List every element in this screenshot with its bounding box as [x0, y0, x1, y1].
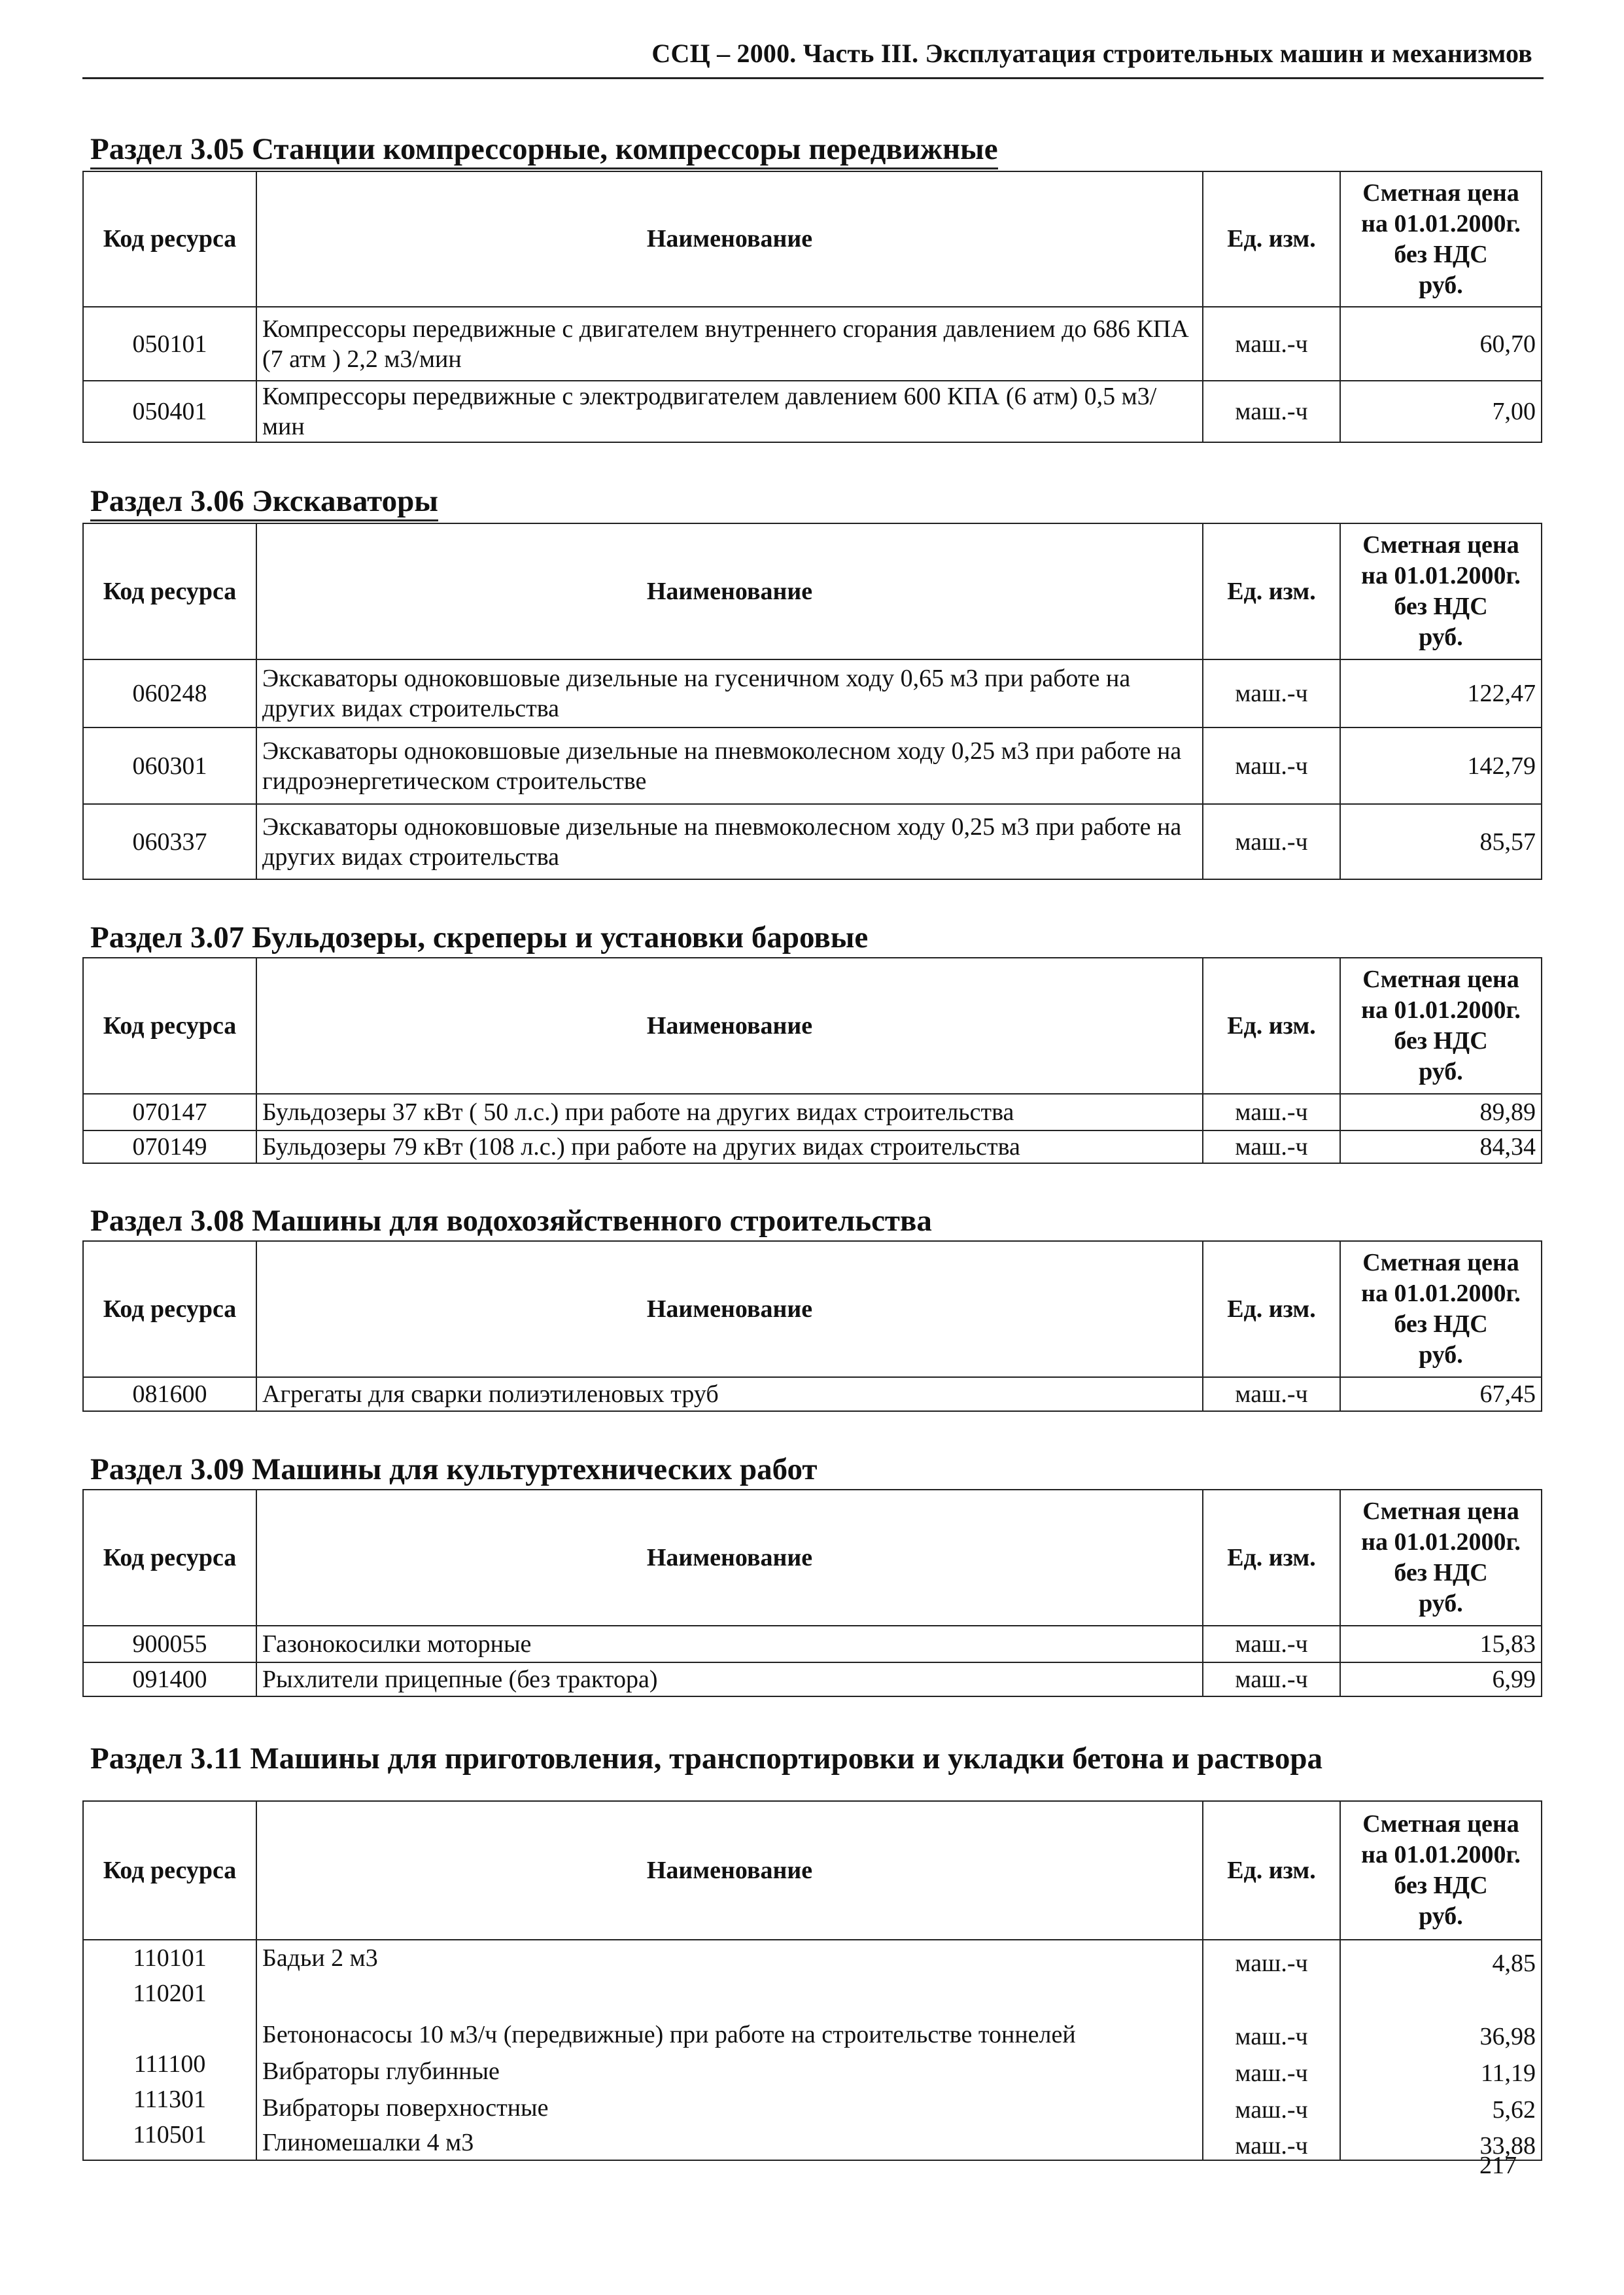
resource-price: 142,79	[1340, 727, 1542, 804]
section-title: Раздел 3.05 Станции компрессорные, компрессоры передвижные	[90, 131, 998, 169]
resource-table	[82, 1800, 1542, 2161]
resource-name: Компрессоры передвижные с двигателем внутреннего сгорания давлением до 686 КПА (7 атм ) 2,2 м3/мин	[256, 307, 1203, 381]
col-header-name: Наименование	[256, 958, 1203, 1094]
section-3-11	[82, 1740, 1541, 2161]
resource-name: Рыхлители прицепные (без трактора)	[256, 1662, 1203, 1696]
header-rule	[82, 77, 1544, 79]
resource-name: Вибраторы поверхностные	[262, 2094, 549, 2122]
col-header-unit: Ед. изм.	[1203, 1490, 1340, 1626]
table-header-row	[83, 1490, 1542, 1626]
resource-name: Бульдозеры 37 кВт ( 50 л.с.) при работе на других видах строительства	[256, 1094, 1203, 1130]
section-3-07	[82, 919, 1541, 1164]
col-header-price: Сметная цена на 01.01.2000г. без НДС руб.	[1340, 958, 1542, 1094]
resource-name-column	[256, 1940, 1203, 2160]
resource-price: 6,99	[1340, 1662, 1542, 1696]
col-header-price: Сметная цена на 01.01.2000г. без НДС руб.	[1340, 1801, 1542, 1940]
resource-unit: маш.-ч	[1235, 2132, 1308, 2160]
table-header-row	[83, 1241, 1542, 1377]
col-header-code: Код ресурса	[83, 1801, 256, 1940]
page-number: 217	[1479, 2152, 1517, 2179]
table-row	[83, 307, 1542, 381]
resource-code: 110101	[133, 1944, 207, 1972]
col-header-unit: Ед. изм.	[1203, 171, 1340, 307]
col-header-unit: Ед. изм.	[1203, 523, 1340, 659]
resource-unit: маш.-ч	[1203, 307, 1340, 381]
resource-price: 60,70	[1340, 307, 1542, 381]
resource-unit: маш.-ч	[1203, 1130, 1340, 1163]
col-header-unit: Ед. изм.	[1203, 1801, 1340, 1940]
section-3-09	[82, 1451, 1541, 1697]
table-row	[83, 1662, 1542, 1696]
resource-table	[82, 171, 1542, 443]
resource-table	[82, 1489, 1542, 1697]
resource-code: 050401	[83, 381, 256, 442]
resource-price: 5,62	[1492, 2096, 1536, 2124]
table-header-row	[83, 958, 1542, 1094]
resource-unit: маш.-ч	[1235, 1950, 1308, 1977]
resource-unit: маш.-ч	[1203, 659, 1340, 727]
table-row	[83, 381, 1542, 442]
table-row	[83, 1130, 1542, 1163]
section-title: Раздел 3.09 Машины для культуртехнических работ	[90, 1452, 818, 1486]
section-3-08	[82, 1202, 1541, 1412]
resource-table	[82, 523, 1542, 880]
resource-code: 060301	[83, 727, 256, 804]
resource-name: Экскаваторы одноковшовые дизельные на гусеничном ходу 0,65 м3 при работе на других видах строительства	[256, 659, 1203, 727]
resource-unit: маш.-ч	[1203, 727, 1340, 804]
col-header-unit: Ед. изм.	[1203, 1241, 1340, 1377]
resource-code: 081600	[83, 1377, 256, 1411]
resource-price-column	[1340, 1940, 1542, 2160]
resource-unit: маш.-ч	[1203, 1662, 1340, 1696]
running-header: ССЦ – 2000. Часть III. Эксплуатация строительных машин и механизмов	[651, 39, 1532, 68]
table-row	[83, 1377, 1542, 1411]
resource-code: 070147	[83, 1094, 256, 1130]
resource-name: Газонокосилки моторные	[256, 1626, 1203, 1662]
resource-name: Бетононасосы 10 м3/ч (передвижные) при работе на строительстве тоннелей	[262, 2021, 1076, 2048]
col-header-code: Код ресурса	[83, 958, 256, 1094]
table-row	[83, 659, 1542, 727]
section-3-05	[82, 131, 1541, 443]
resource-code: 060248	[83, 659, 256, 727]
col-header-name: Наименование	[256, 1801, 1203, 1940]
resource-unit: маш.-ч	[1203, 1377, 1340, 1411]
resource-unit: маш.-ч	[1203, 381, 1340, 442]
resource-price: 89,89	[1340, 1094, 1542, 1130]
col-header-code: Код ресурса	[83, 523, 256, 659]
resource-code-column	[83, 1940, 256, 2160]
resource-code: 110201	[133, 1980, 207, 2007]
col-header-unit: Ед. изм.	[1203, 958, 1340, 1094]
resource-name: Бульдозеры 79 кВт (108 л.с.) при работе на других видах строительства	[256, 1130, 1203, 1163]
resource-price: 36,98	[1479, 2023, 1536, 2050]
resource-price: 67,45	[1340, 1377, 1542, 1411]
resource-price: 122,47	[1340, 659, 1542, 727]
resource-code: 111100	[133, 2050, 206, 2078]
resource-unit: маш.-ч	[1235, 2059, 1308, 2087]
col-header-code: Код ресурса	[83, 1490, 256, 1626]
table-row	[83, 727, 1542, 804]
col-header-code: Код ресурса	[83, 1241, 256, 1377]
resource-name: Глиномешалки 4 м3	[262, 2129, 474, 2156]
section-title: Раздел 3.11 Машины для приготовления, транспортировки и укладки бетона и раствора	[90, 1742, 1322, 1776]
table-row	[83, 1094, 1542, 1130]
col-header-price: Сметная цена на 01.01.2000г. без НДС руб.	[1340, 171, 1542, 307]
col-header-name: Наименование	[256, 171, 1203, 307]
resource-name: Агрегаты для сварки полиэтиленовых труб	[256, 1377, 1203, 1411]
table-header-row	[83, 171, 1542, 307]
table-row	[83, 804, 1542, 879]
resource-code: 091400	[83, 1662, 256, 1696]
resource-table	[82, 1240, 1542, 1412]
col-header-code: Код ресурса	[83, 171, 256, 307]
resource-name: Экскаваторы одноковшовые дизельные на пневмоколесном ходу 0,25 м3 при работе на других видах строительства	[256, 804, 1203, 879]
resource-code: 110501	[133, 2121, 207, 2148]
resource-table	[82, 957, 1542, 1164]
resource-unit: маш.-ч	[1235, 2023, 1308, 2050]
resource-unit: маш.-ч	[1203, 1094, 1340, 1130]
table-header-row	[83, 523, 1542, 659]
resource-name: Экскаваторы одноковшовые дизельные на пневмоколесном ходу 0,25 м3 при работе на гидроэнергетическом строительстве	[256, 727, 1203, 804]
resource-code: 900055	[83, 1626, 256, 1662]
table-row	[83, 1940, 1542, 2160]
resource-unit: маш.-ч	[1235, 2096, 1308, 2124]
table-header-row	[83, 1801, 1542, 1940]
resource-unit: маш.-ч	[1203, 804, 1340, 879]
resource-unit-column	[1203, 1940, 1340, 2160]
col-header-price: Сметная цена на 01.01.2000г. без НДС руб.	[1340, 523, 1542, 659]
resource-price: 84,34	[1340, 1130, 1542, 1163]
resource-code: 060337	[83, 804, 256, 879]
resource-name: Бадьи 2 м3	[262, 1944, 378, 1972]
resource-price: 7,00	[1340, 381, 1542, 442]
resource-name: Вибраторы глубинные	[262, 2058, 500, 2085]
section-title: Раздел 3.08 Машины для водохозяйственного строительства	[90, 1204, 932, 1238]
col-header-price: Сметная цена на 01.01.2000г. без НДС руб.	[1340, 1241, 1542, 1377]
table-row	[83, 1626, 1542, 1662]
section-title: Раздел 3.07 Бульдозеры, скреперы и установки баровые	[90, 920, 869, 955]
resource-price: 4,85	[1492, 1950, 1536, 1977]
resource-unit: маш.-ч	[1203, 1626, 1340, 1662]
col-header-name: Наименование	[256, 1490, 1203, 1626]
resource-code: 070149	[83, 1130, 256, 1163]
resource-code	[84, 2011, 256, 2046]
resource-price: 15,83	[1340, 1626, 1542, 1662]
section-title: Раздел 3.06 Экскаваторы	[90, 483, 438, 521]
col-header-name: Наименование	[256, 1241, 1203, 1377]
section-3-06	[82, 483, 1541, 880]
resource-code: 111301	[133, 2086, 207, 2113]
resource-name: Компрессоры передвижные с электродвигателем давлением 600 КПА (6 атм) 0,5 м3/мин	[256, 381, 1203, 442]
col-header-price: Сметная цена на 01.01.2000г. без НДС руб.	[1340, 1490, 1542, 1626]
resource-price: 11,19	[1480, 2059, 1536, 2087]
resource-code: 050101	[83, 307, 256, 381]
resource-price: 85,57	[1340, 804, 1542, 879]
col-header-name: Наименование	[256, 523, 1203, 659]
resource-price: 33,88	[1479, 2132, 1536, 2160]
